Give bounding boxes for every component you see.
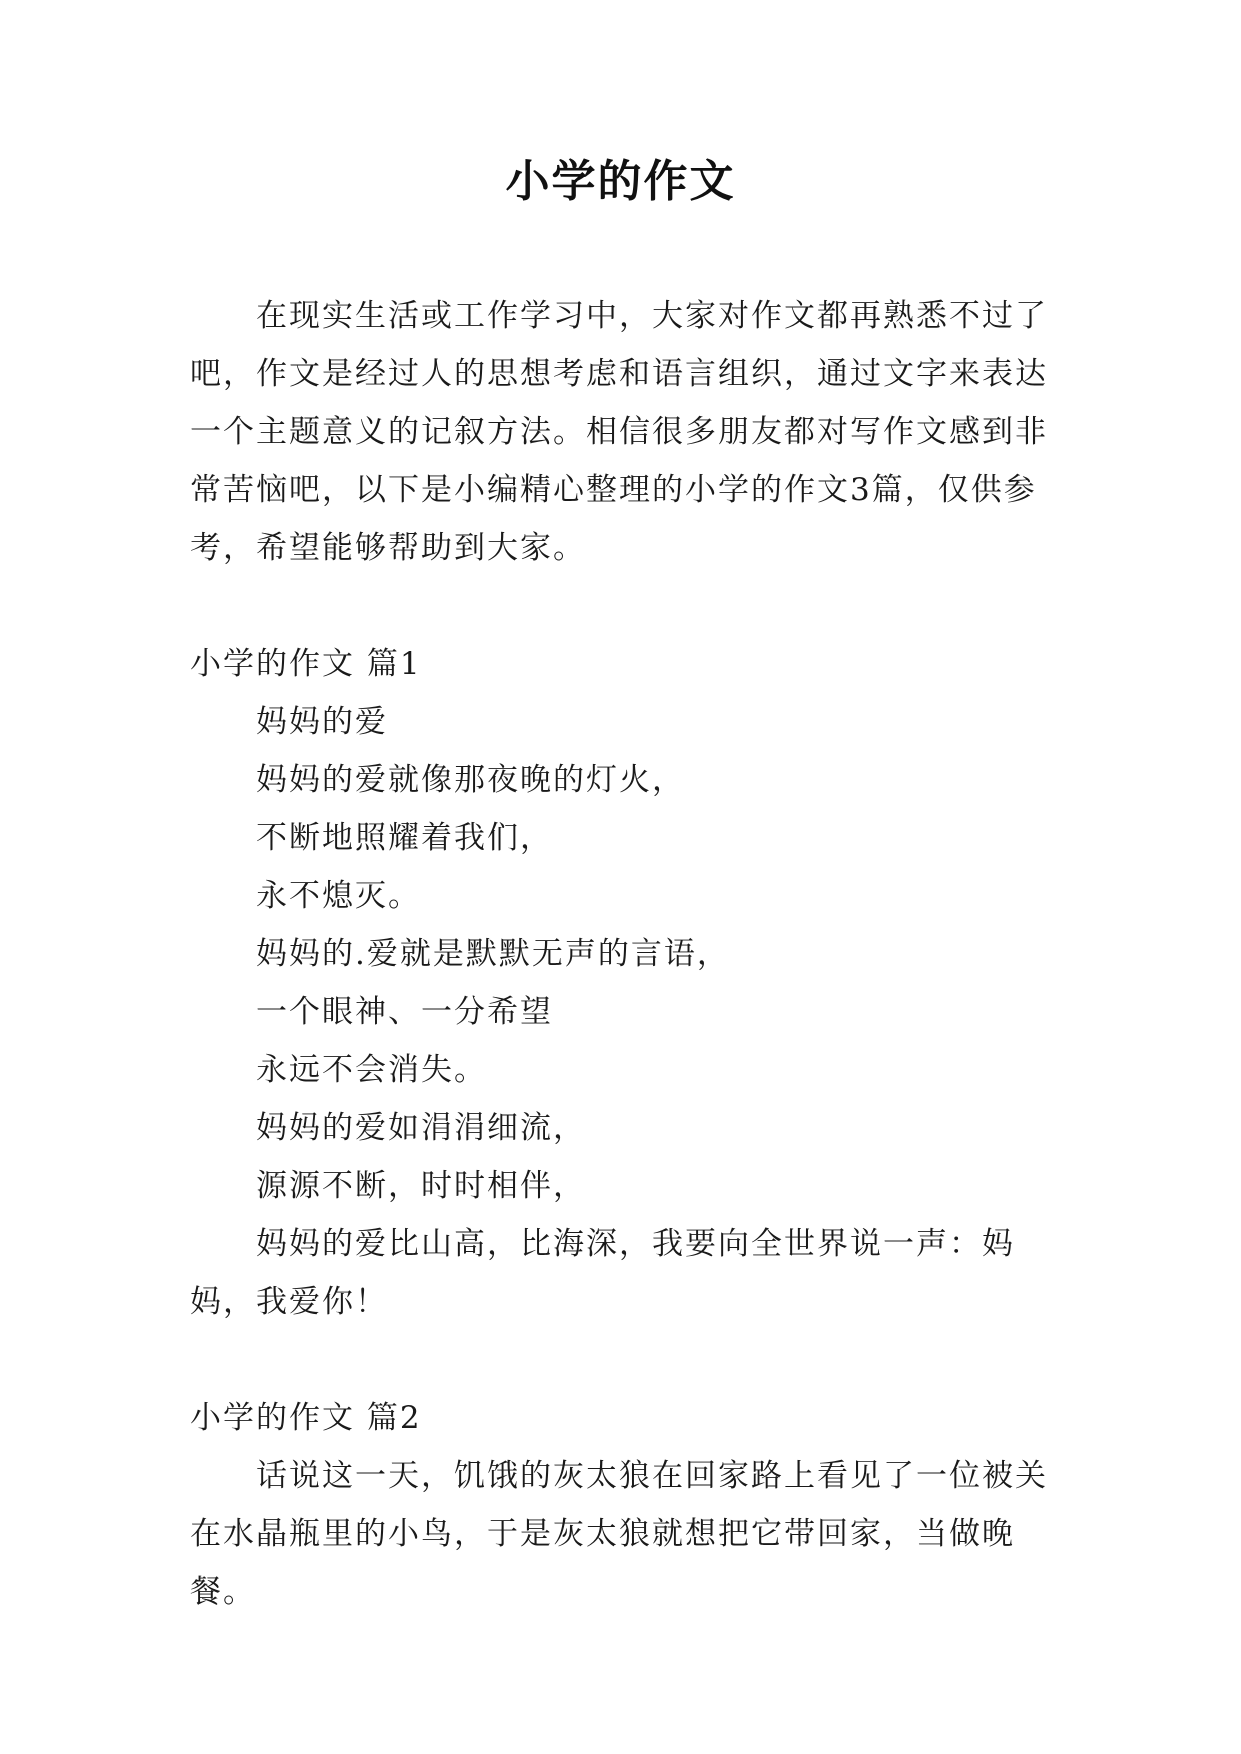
section-2-heading: 小学的作文 篇2 xyxy=(190,1400,422,1436)
intro-paragraph: 在现实生活或工作学习中，大家对作文都再熟悉不过了吧，作文是经过人的思想考虑和语言组织，通过文字来表达一个主题意义的记叙方法。相信很多朋友都对写作文感到非常苦恼吧，以下是小编精心整理的小学的作文3篇，仅供参考，希望能够帮助到大家。 xyxy=(190,298,1048,566)
section-spacer xyxy=(190,1331,1050,1389)
poem-line: 一个眼神、一分希望 xyxy=(256,994,553,1030)
section-1 xyxy=(190,635,1050,1331)
poem-line: 妈妈的爱如涓涓细流， xyxy=(256,1110,586,1146)
poem-line: 妈妈的爱就像那夜晚的灯火， xyxy=(256,762,685,798)
section-1-closing: 妈妈的爱比山高，比海深，我要向全世界说一声：妈妈，我爱你！ xyxy=(190,1226,1015,1320)
document-body xyxy=(190,287,1050,1621)
section-2-paragraph: 话说这一天，饥饿的灰太狼在回家路上看见了一位被关在水晶瓶里的小鸟，于是灰太狼就想把它带回家，当做晚餐。 xyxy=(190,1458,1048,1610)
section-1-heading: 小学的作文 篇1 xyxy=(190,646,422,682)
poem-line: 永远不会消失。 xyxy=(256,1052,487,1088)
poem-line: 不断地照耀着我们， xyxy=(256,820,553,856)
document-title: 小学的作文 xyxy=(505,156,736,207)
poem-line: 源源不断，时时相伴， xyxy=(256,1168,586,1204)
poem-line: 妈妈的.爱就是默默无声的言语， xyxy=(256,936,730,972)
poem-line: 妈妈的爱 xyxy=(256,704,388,740)
poem-line: 永不熄灭。 xyxy=(256,878,421,914)
section-2 xyxy=(190,1389,1050,1621)
